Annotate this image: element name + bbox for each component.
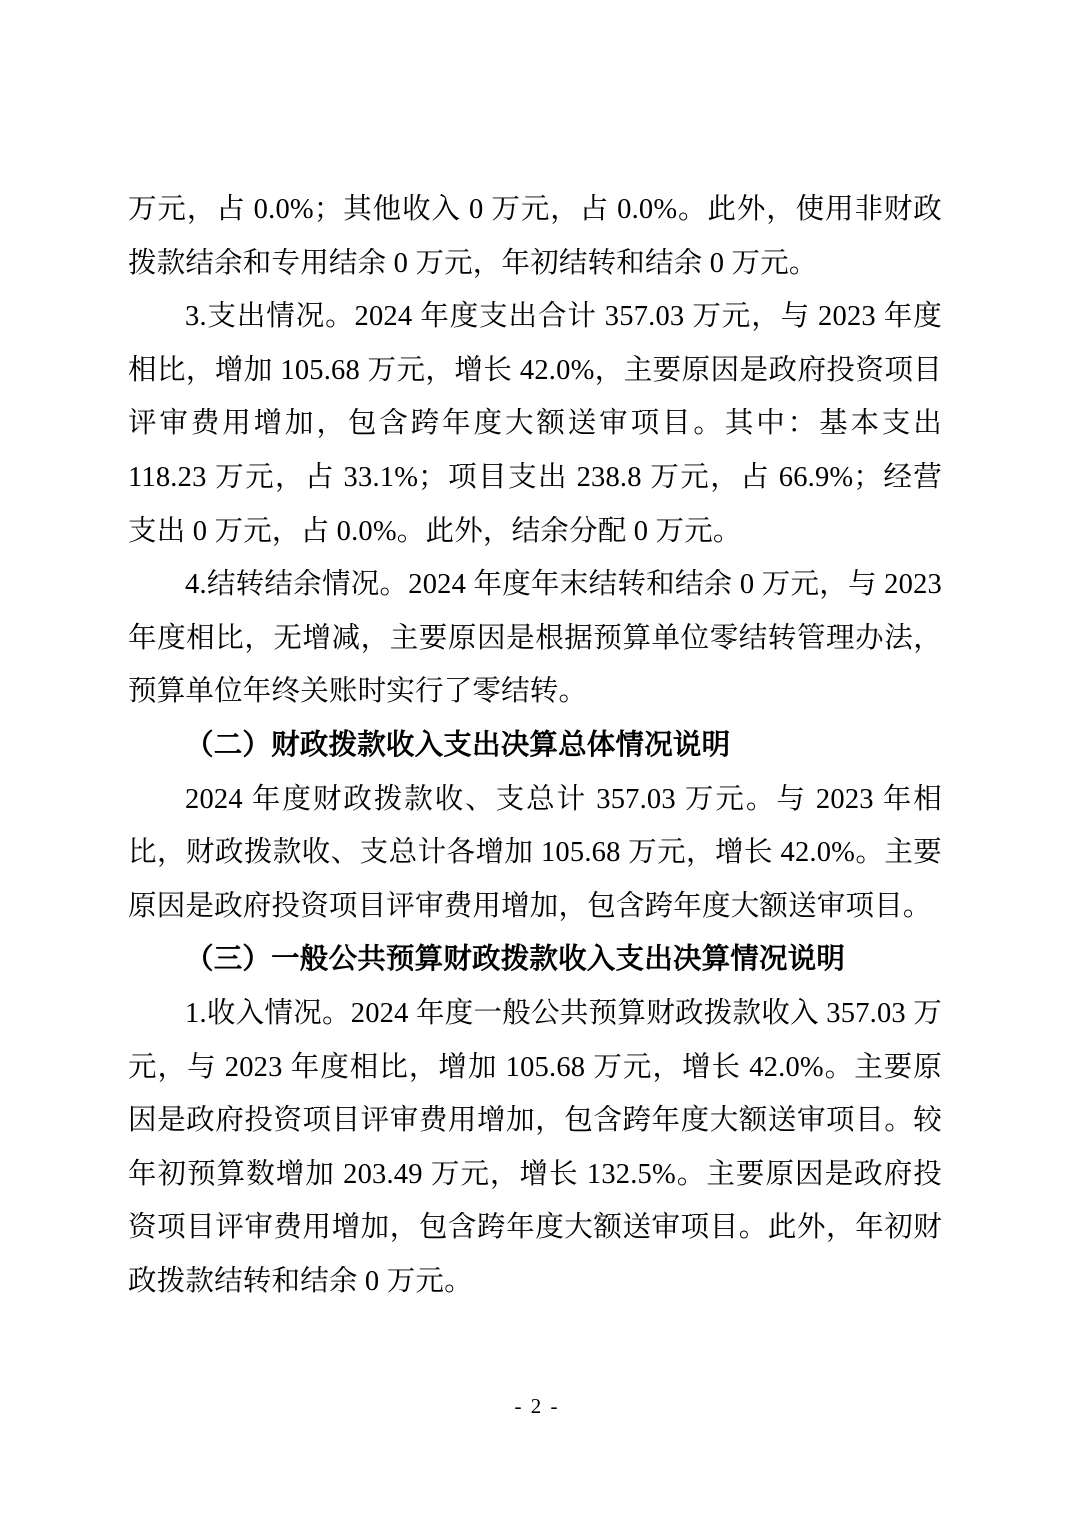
paragraph: 3.支出情况。2024 年度支出合计 357.03 万元，与 2023 年度相比，增加 105.68 万元，增长 42.0%，主要原因是政府投资项目评审费用增加，包含跨年度大额送审项目。其中：基本支出 118.23 万元，占 33.1%；项目支出 238.8 万元，占 66.9%；经营支出 0 万元，占 0.0%。此外，结余分配 0 万元。 [128, 301, 942, 547]
text-content [128, 183, 942, 1308]
paragraph: 4.结转结余情况。2024 年度年末结转和结余 0 万元，与 2023 年度相比，无增减，主要原因是根据预算单位零结转管理办法，预算单位年终关账时实行了零结转。 [128, 569, 942, 708]
paragraph: 1.收入情况。2024 年度一般公共预算财政拨款收入 357.03 万元，与 2023 年度相比，增加 105.68 万元，增长 42.0%。主要原因是政府投资项目评审费用增加，包含跨年度大额送审项目。较年初预算数增加 203.49 万元，增长 132.5%。主要原因是政府投资项目评审费用增加，包含跨年度大额送审项目。此外，年初财政拨款结转和结余 0 万元。 [128, 997, 942, 1297]
page-number: - 2 - [514, 1394, 560, 1418]
paragraph: （二）财政拨款收入支出决算总体情况说明 [185, 729, 731, 761]
paragraph: 万元，占 0.0%；其他收入 0 万元，占 0.0%。此外，使用非财政拨款结余和专用结余 0 万元，年初结转和结余 0 万元。 [128, 194, 942, 279]
page-footer [0, 1394, 1074, 1419]
paragraph: 2024 年度财政拨款收、支总计 357.03 万元。与 2023 年相比，财政拨款收、支总计各增加 105.68 万元，增长 42.0%。主要原因是政府投资项目评审费用增加，包含跨年度大额送审项目。 [128, 783, 942, 922]
paragraph: （三）一般公共预算财政拨款收入支出决算情况说明 [185, 944, 846, 976]
